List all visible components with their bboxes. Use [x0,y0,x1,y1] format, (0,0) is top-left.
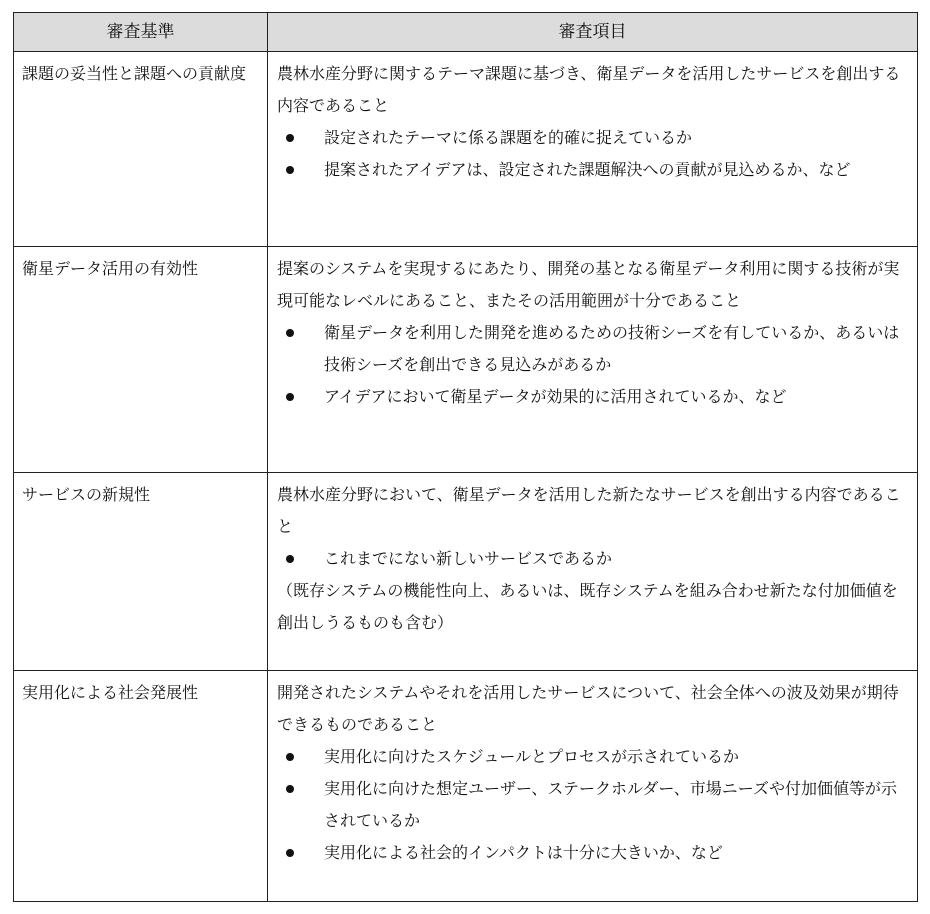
criteria-cell: 実用化による社会発展性 [14,671,268,902]
bullet-text: 設定されたテーマに係る課題を的確に捉えているか [324,128,693,147]
table-header-row [14,13,918,52]
items-cell [268,52,918,247]
items-cell [268,247,918,473]
bullet-dot-icon [286,329,294,337]
item-description: 農林水産分野において、衛星データを活用した新たなサービスを創出する内容であること [277,485,901,536]
item-description: 開発されたシステムやそれを活用したサービスについて、社会全体への波及効果が期待できるものであること [277,683,899,734]
item-description: 農林水産分野に関するテーマ課題に基づき、衛星データを活用したサービスを創出する内容であること [277,64,901,115]
item-note: （既存システムの機能性向上、あるいは、既存システムを組み合わせ新たな付加価値を創出しうるものも含む） [277,581,898,632]
table-row [14,473,918,671]
table-row [14,247,918,473]
bullet-text: 実用化に向けたスケジュールとプロセスが示されているか [324,747,740,766]
bullet-dot-icon [286,393,294,401]
bullet-dot-icon [286,753,294,761]
criteria-cell: 課題の妥当性と課題への貢献度 [14,52,268,247]
bullet-dot-icon [286,134,294,142]
bullet-item [277,741,911,773]
bullet-text: 提案されたアイデアは、設定された課題解決への貢献が見込めるか、など [324,160,851,179]
bullet-item [277,122,911,154]
bullet-dot-icon [286,555,294,563]
bullet-item [277,154,911,186]
criteria-cell: 衛星データ活用の有効性 [14,247,268,473]
bullet-dot-icon [286,166,294,174]
bullet-text: これまでにない新しいサービスであるか [324,549,613,568]
items-cell [268,671,918,902]
bullet-text: アイデアにおいて衛星データが効果的に活用されているか、など [324,387,787,406]
evaluation-criteria-table [13,12,918,902]
header-items: 審査項目 [268,13,918,52]
table-row [14,671,918,902]
header-criteria: 審査基準 [14,13,268,52]
table-row [14,52,918,247]
bullet-item [277,543,911,575]
criteria-cell: サービスの新規性 [14,473,268,671]
bullet-text: 実用化に向けた想定ユーザー、ステークホルダー、市場ニーズや付加価値等が示されているか [324,779,897,830]
bullet-item [277,837,911,869]
bullet-item [277,317,911,381]
item-description: 提案のシステムを実現するにあたり、開発の基となる衛星データ利用に関する技術が実現可能なレベルにあること、またその活用範囲が十分であること [277,259,900,310]
bullet-text: 衛星データを利用した開発を進めるための技術シーズを有しているか、あるいは技術シーズを創出できる見込みがあるか [324,323,900,374]
items-cell [268,473,918,671]
bullet-item [277,773,911,837]
bullet-dot-icon [286,785,294,793]
bullet-dot-icon [286,849,294,857]
bullet-item [277,381,911,413]
bullet-text: 実用化による社会的インパクトは十分に大きいか、など [324,843,723,862]
